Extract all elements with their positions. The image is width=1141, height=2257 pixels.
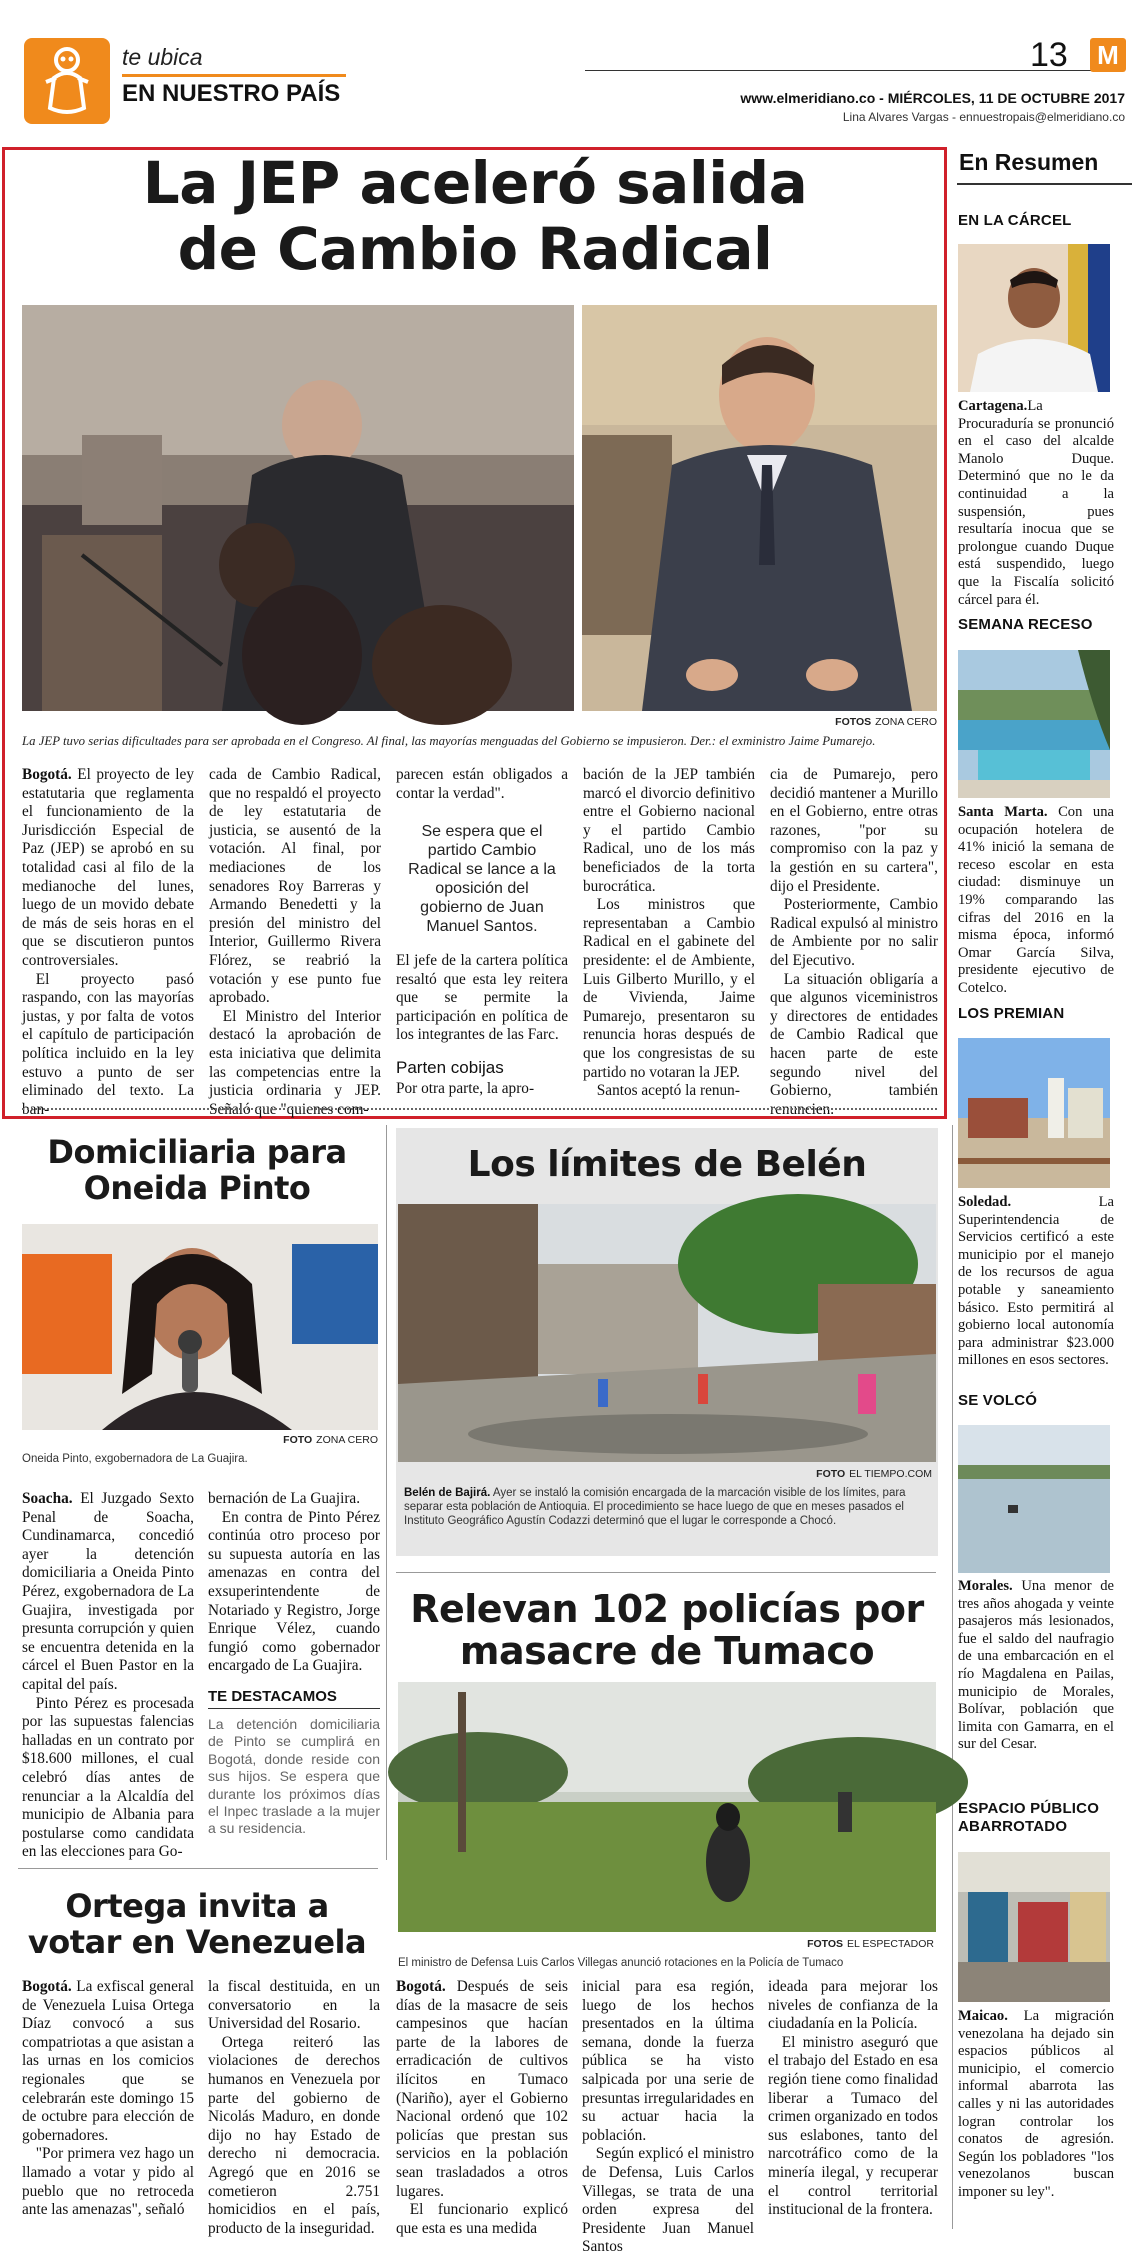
oneida-photo-credit [22, 1434, 378, 1446]
destacamos-text: La detención domiciliaria de Pinto se cumplirá en Bogotá, donde reside con sus hijos. Se espera que durante los próximos días el Inpec traslade a la mujer a su residencia. [208, 1716, 380, 1837]
main-photo-credit [600, 716, 937, 728]
sidebar-title-rule [957, 183, 1132, 185]
sidebar-title: En Resumen [959, 149, 1099, 175]
main-photo-portrait [582, 305, 937, 711]
sidebar-item-5-text: Maicao. La migración venezolana ha dejado sin espacios públicos al municipio, el comercio informal abarrota las calles y ni las autoridades logran controlar los conatos de agresión. Según los pobladores "los venezolanos buscan imponer su ley". [958, 2008, 1114, 2200]
belen-caption: Belén de Bajirá. Ayer se instaló la comisión encargada de la marcación visible de los límites, para separar esta población de Antioquia. El procedimiento se hace luego de que en meses pasados el Instituto Geográfico Agustín Codazzi determinó que el lugar le corresponde a Chocó. [404, 1487, 906, 1527]
page-number: 13 [1030, 36, 1068, 74]
oneida-dateline: Soacha. [22, 1490, 73, 1507]
ortega-headline [14, 1888, 380, 1960]
main-headline-line1: La JEP aceleró salida [142, 149, 808, 217]
main-caption: La JEP tuvo serias dificultades para ser aprobada en el Congreso. Al final, las mayorías menguadas del Gobierno se impusieron. Der.: el exministro Jaime Pumarejo. [22, 734, 876, 748]
sidebar-item-1-heading: EN LA CÁRCEL [958, 212, 1072, 229]
oneida-col-1: Soacha. El Juzgado Sexto Penal de Soacha, Cundinamarca, concedió ayer la detención domiciliaria a Oneida Pinto Pérez, exgobernadora de La Guajira, investigada por presunta corrupción y quien se encuentra detenida en la cárcel el Buen Pastor en la capital del país. Pinto Pérez es procesada por las supuestas falencias halladas en un contrato por $18.600 millones, el cual celebró días antes de renunciar a la Alcaldía del municipio de Albania para postularse como candidata en las elecciones para Go- [22, 1490, 194, 1861]
sidebar-item-3-photo [958, 1038, 1110, 1188]
main-dotted-rule [22, 1108, 937, 1110]
sidebar-item-2-photo [958, 650, 1110, 798]
sidebar-item-5-photo [958, 1852, 1110, 2002]
oneida-caption: Oneida Pinto, exgobernadora de La Guajira. [22, 1453, 248, 1465]
rule-sidebar [952, 1125, 953, 2229]
sidebar-item-2-text: Santa Marta. Con una ocupación hotelera de 41% inició la semana de receso escolar en esta ciudad: disminuye un 19% comparando las cifras del 2016 en la misma época, informó Omar García Silva, presidente ejecutivo de Cotelco. [958, 804, 1114, 996]
tumaco-col-3: ideada para mejorar los niveles de confianza de la ciudadanía en la Policía. El ministro aseguró que el trabajo del Estado en esa región tiene como finalidad liberar a Tumaco del crimen organizado en todos sus eslabones, tanto del narcotráfico como de la minería ilegal, y recuperar el control territorial institucional de la frontera. [768, 1978, 938, 2219]
destacamos-title: TE DESTACAMOS [208, 1688, 337, 1705]
main-col-3b: El jefe de la cartera política resaltó que esta ley reitera que se permite la participación en política de los integrantes de las Farc. [396, 952, 568, 1044]
oneida-col-2: bernación de La Guajira. En contra de Pinto Pérez continúa otro proceso por su supuesta autoría en las amenazas en contra del exsuperintendente de Notariado y Registro, Jorge Enrique Vélez, cuando fungió como gobernador encargado de La Guajira. [208, 1490, 380, 1675]
sidebar-item-5-heading: ESPACIO PÚBLICO ABARROTADO [958, 1800, 1100, 1835]
main-dateline: Bogotá. [22, 766, 72, 783]
sidebar-item-3-heading: LOS PREMIAN [958, 1005, 1065, 1022]
sidebar-item-2-heading: SEMANA RECESO [958, 616, 1093, 633]
main-col-1: Bogotá. El proyecto de ley estatutaria que reglamenta el funcionamiento de la Jurisdicción Especial de Paz (JEP) se aprobó en su totalidad casi al filo de la medianoche del lunes, luego de un movido debate de más de seis horas en el que se discutieron puntos controversiales. El proyecto pasó raspando, con las mayorías justas, y por falta de votos el capítulo de participación política incluido en la ley estuvo a punto de ser eliminado del texto. La ban- [22, 766, 194, 1118]
sidebar-item-4-text: Morales. Una menor de tres años ahogada y veinte pasajeros más lesionados, fue el saldo del naufragio de una embarcación en el río Magdalena en Pailas, municipio de Morales, Bolívar, población que limita con Gamarra, en el sur del Cesar. [958, 1578, 1114, 1753]
main-col-2: cada de Cambio Radical, que no respaldó el proyecto de ley estatutaria de justicia, se ausentó de la votación. Al final, por mediaciones de los senadores Roy Barreras y Armando Benedetti y la presión del ministro del Interior, Guillermo Rivera Flórez, se reabrió la votación y ese punto fue aprobado. El Ministro del Interior destacó la aprobación de esta iniciativa que delimita las competencias entre la justicia ordinaria y JEP. Señaló que "quienes com- [209, 766, 381, 1118]
belen-photo [398, 1204, 936, 1462]
sidebar-item-3-text: Soledad. La Superintendencia de Servicios certificó a este municipio por el manejo de los recursos de agua potable y saneamiento básico. Esto permitirá al gobierno local autonomía para administrar $23.000 millones en esos sectores. [958, 1194, 1114, 1369]
tumaco-col-1: Bogotá. Después de seis días de la masacre de seis campesinos que hacían parte de la labores de erradicación de cultivos ilícitos en Tumaco (Nariño), ayer el Gobierno Nacional ordenó que 102 policías que prestan sus servicios en la población sean trasladados a otros lugares. El funcionario explicó que esta es una medida [396, 1978, 568, 2237]
section-big-title: EN NUESTRO PAÍS [122, 80, 341, 107]
oneida-headline [14, 1134, 380, 1206]
oneida-headline-line2: Oneida Pinto [83, 1169, 311, 1207]
belen-headline: Los límites de Belén [467, 1144, 867, 1185]
tumaco-caption: El ministro de Defensa Luis Carlos Villegas anunció rotaciones en la Policía de Tumaco [398, 1957, 844, 1969]
main-col-4: bación de la JEP también marcó el divorcio definitivo entre el Gobierno nacional y el partido Cambio Radical, uno de los más beneficiados de la torta burocrática. Los ministros que representaban a Cambio Radical en el gabinete del presidente: el de Ambiente, Luis Gilberto Murillo, y el de Vivienda, Jaime Pumarejo, presentaron su renuncia horas después de que los congresistas de su partido no votaran la JEP. Santos aceptó la renun- [583, 766, 755, 1100]
main-col-3: parecen están obligados a contar la verdad". [396, 766, 568, 802]
destacamos-rule [208, 1708, 380, 1709]
ortega-col-2: la fiscal destituida, en un conversatorio en la Universidad del Rosario. Ortega reiteró las violaciones de derechos humanos en Venezuela por parte del gobierno de Nicolás Maduro, en donde dijo no hay Estado de derecho ni democracia. Agregó que en 2016 se cometieron 2.751 homicidios en el país, producto de la inseguridad. [208, 1978, 380, 2237]
main-col-3c: Por otra parte, la apro- [396, 1080, 535, 1097]
ortega-col-1: Bogotá. La exfiscal general de Venezuela Luisa Ortega Díaz convocó a sus compatriotas a que asistan a las urnas en los comicios regionales que se celebrarán este domingo 15 de octubre para elección de gobernadores. "Por primera vez hago un llamado a votar y pido al pueblo que no retroceda ante las amenazas", señaló [22, 1978, 194, 2219]
rule-belen-tumaco [396, 1572, 936, 1573]
section-small-title: te ubica [122, 44, 203, 70]
tumaco-photo-credit [398, 1938, 934, 1950]
brand-letter: M [1097, 40, 1119, 70]
oneida-credit-source: ZONA CERO [316, 1434, 378, 1446]
oneida-photo [22, 1224, 378, 1430]
rule-oneida-ortega [18, 1868, 378, 1869]
main-credit-label: FOTOS [835, 716, 872, 728]
section-logo [24, 38, 110, 124]
tumaco-credit-label: FOTOS [807, 1938, 844, 1950]
site-date: www.elmeridiano.co - MIÉRCOLES, 11 DE OCTUBRE 2017 [740, 90, 1125, 106]
oneida-headline-line1: Domiciliaria para [47, 1133, 347, 1171]
tumaco-headline-line2: masacre de Tumaco [459, 1629, 875, 1673]
ortega-dateline: Bogotá. [22, 1978, 72, 1995]
sidebar-item-1-text: Cartagena.La Procuraduría se pronunció en el caso del alcalde Manolo Duque. Determinó que no le da continuidad a la suspensión, pues resultaría inocua que se prolongue cuando Duque está suspendido, luego que la Fiscalía solicitó cárcel para él. [958, 398, 1114, 608]
main-subhead: Parten cobijas [396, 1058, 504, 1077]
sidebar-item-4-heading: SE VOLCÓ [958, 1392, 1038, 1409]
ortega-headline-line2: votar en Venezuela [27, 1923, 367, 1961]
rule-left-col [386, 1125, 387, 1860]
tumaco-dateline: Bogotá. [396, 1978, 446, 1995]
main-credit-source: ZONA CERO [875, 716, 937, 728]
sidebar-item-1-photo [958, 244, 1110, 392]
main-headline-line2: de Cambio Radical [177, 215, 773, 283]
belen-photo-credit [398, 1468, 932, 1480]
tumaco-headline [396, 1588, 938, 1672]
tumaco-credit-source: EL ESPECTADOR [847, 1938, 934, 1950]
oneida-credit-label: FOTO [283, 1434, 313, 1446]
main-photo-congress [22, 305, 574, 711]
author-line: Lina Alvares Vargas - ennuestropais@elmeridiano.co [842, 110, 1125, 124]
belen-credit-label: FOTO [816, 1468, 846, 1480]
belen-credit-source: EL TIEMPO.COM [849, 1468, 932, 1480]
tumaco-headline-line1: Relevan 102 policías por [410, 1587, 924, 1631]
ortega-headline-line1: Ortega invita a [65, 1887, 329, 1925]
figure-icon [24, 38, 110, 124]
section-underline [122, 74, 346, 77]
main-headline [10, 150, 940, 282]
header [0, 0, 1141, 140]
tumaco-photo [398, 1682, 936, 1932]
brand-badge [1090, 38, 1126, 72]
sidebar-item-4-photo [958, 1425, 1110, 1573]
tumaco-col-2: inicial para esa región, luego de los hechos presentados en la última semana, donde la fuerza pública se ha visto salpicada por una serie de presuntas irregularidades en su actuar hacia la población. Según explicó el ministro de Defensa, Luis Carlos Villegas, se trata de una orden expresa del Presidente Juan Manuel Santos [582, 1978, 754, 2256]
main-col-5: cia de Pumarejo, pero decidió mantener a Murillo en el Gobierno, entre otras razones, "por su compromiso con la paz y la gestión en su cartera", dijo el Presidente. Posteriormente, Cambio Radical expulsó al ministro de Ambiente por no salir del Ejecutivo. La situación obligaría a que algunos viceministros y directores de entidades de Cambio Radical que hacen parte de este segundo nivel del Gobierno, también renuncien. [770, 766, 938, 1118]
main-pull-quote: Se espera que el partido Cambio Radical se lance a la oposición del gobierno de Juan Manuel Santos. [408, 823, 556, 935]
